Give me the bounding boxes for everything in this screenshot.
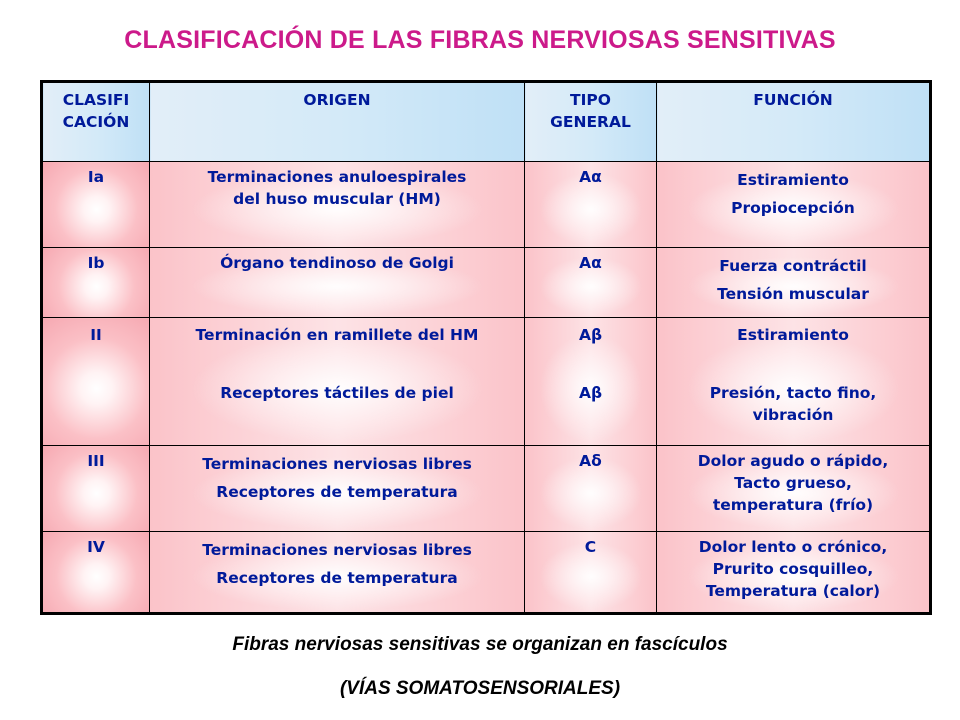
cell-funcion: Dolor agudo o rápido, Tacto grueso, temperatura (frío): [657, 446, 931, 532]
cell-origen: Terminaciones nerviosas libres Receptores de temperatura: [150, 446, 525, 532]
header-origen: ORIGEN: [150, 82, 525, 162]
cell-origen: Terminación en ramillete del HM Receptores táctiles de piel: [150, 318, 525, 446]
cell-clasificacion: IV: [42, 532, 150, 614]
cell-tipo: Aβ Aβ: [525, 318, 657, 446]
cell-funcion: Fuerza contráctil Tensión muscular: [657, 248, 931, 318]
cell-funcion: Dolor lento o crónico, Prurito cosquilleo, Temperatura (calor): [657, 532, 931, 614]
header-tipo: TIPO GENERAL: [525, 82, 657, 162]
table-row: [42, 446, 931, 532]
table-row: [42, 248, 931, 318]
cell-funcion: Estiramiento Propiocepción: [657, 162, 931, 248]
cell-origen: Terminaciones anuloespirales del huso muscular (HM): [150, 162, 525, 248]
cell-tipo: Aα: [525, 248, 657, 318]
cell-funcion: Estiramiento Presión, tacto fino, vibración: [657, 318, 931, 446]
cell-origen: Órgano tendinoso de Golgi: [150, 248, 525, 318]
table-row: [42, 532, 931, 614]
header-clasificacion: CLASIFI CACIÓN: [42, 82, 150, 162]
cell-clasificacion: Ib: [42, 248, 150, 318]
table-row: [42, 162, 931, 248]
cell-clasificacion: II: [42, 318, 150, 446]
table-row: [42, 318, 931, 446]
cell-clasificacion: III: [42, 446, 150, 532]
fibers-table: [40, 80, 932, 615]
table-header-row: [42, 82, 931, 162]
footer-line-2: (VÍAS SOMATOSENSORIALES): [339, 678, 621, 699]
footer-line-1: Fibras nerviosas sensitivas se organizan en fascículos: [232, 634, 728, 655]
cell-tipo: Aδ: [525, 446, 657, 532]
cell-clasificacion: Ia: [42, 162, 150, 248]
header-funcion: FUNCIÓN: [657, 82, 931, 162]
cell-origen: Terminaciones nerviosas libres Receptores de temperatura: [150, 532, 525, 614]
cell-tipo: C: [525, 532, 657, 614]
cell-tipo: Aα: [525, 162, 657, 248]
page-title: CLASIFICACIÓN DE LAS FIBRAS NERVIOSAS SENSITIVAS: [124, 26, 836, 54]
